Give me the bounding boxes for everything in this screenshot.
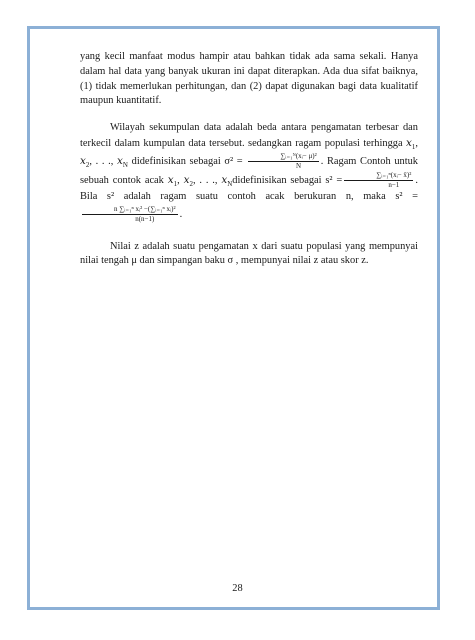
- paragraph-z-score: Nilai z adalah suatu pengamatan x dari suatu populasi yang mempunyai nilai tengah μ dan simpangan baku σ , mempunyai nilai z atau skor z.: [80, 240, 418, 267]
- paragraph-range-variance: Wilayah sekumpulan data adalah beda antara pengamatan terbesar dan terkecil dalam kumpulan data tersebut. sedangkan ragam populasi terhingga $x_1$, $x_2$, . . ., $x_N$ didefinisikan sebagai σ² = $\frac{\text{∑ᵢ₌₁ᴺ(xᵢ− μ)²}}{N}$ . Ragam Contoh untuk sebuah contok acak $x_1$, $x_2$, . . ., $x_Ndidefinisikan$ sebagai s² = $\frac{\text{∑ᵢ₌₁ⁿ(xᵢ− x̄)²}}{n-1}$ . Bila s² adalah ragam suatu contoh acak berukuran n, maka s² = $\frac{\text{n ∑ᵢ₌₁ⁿ xᵢ² −(∑ᵢ₌₁ⁿ xᵢ)²}}{n(n-1)}$ .: [80, 122, 418, 223]
- population-variance-formula: $\frac{\text{∑ᵢ₌₁ᴺ(xᵢ− μ)²}}{N}$: [248, 152, 318, 171]
- range-text: Wilayah sekumpulan data adalah beda antara pengamatan terbesar dan terkecil dalam kumpulan data tersebut. sedangkan ragam populasi terhingga: [80, 122, 418, 149]
- var-xN: x: [117, 154, 123, 167]
- computational-variance-formula: $\frac{\text{n ∑ᵢ₌₁ⁿ xᵢ² −(∑ᵢ₌₁ⁿ xᵢ)²}}{n(n-1)}$: [82, 205, 178, 224]
- page-body: [80, 50, 418, 269]
- page-number: 28: [232, 583, 243, 594]
- var-x1: x: [406, 136, 412, 149]
- population-variance-label: didefinisikan sebagai σ² =: [131, 155, 243, 167]
- paragraph-mode: yang kecil manfaat modus hampir atau bahkan tidak ada sama sekali. Hanya dalam hal data yang banyak ukuran ini dapat diterapkan. Ada dua sifat baiknya, (1) tidak memerlukan perhitungan, dan (2) dapat digunakan bagi data kualitatif maupun kuantitatif.: [80, 51, 418, 107]
- var-x2: x: [80, 154, 86, 167]
- sample-variance-formula: $\frac{\text{∑ᵢ₌₁ⁿ(xᵢ− x̄)²}}{n-1}$: [344, 171, 413, 190]
- sample-variance-label: didefinisikan sebagai s²: [232, 174, 333, 186]
